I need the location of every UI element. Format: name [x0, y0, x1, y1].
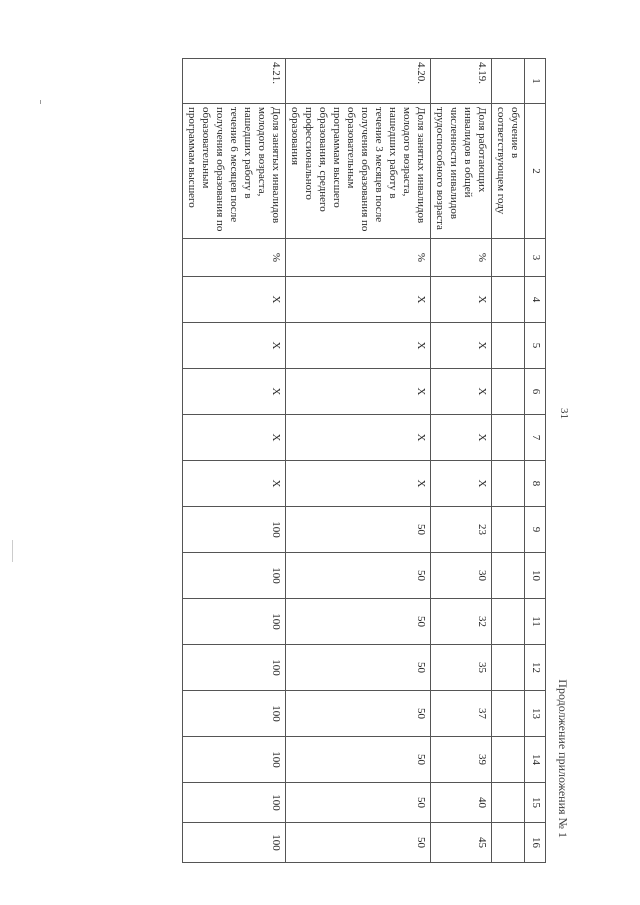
row-number: 4.20. [286, 59, 431, 104]
value-cell: 100 [183, 823, 286, 863]
value-cell [492, 277, 525, 323]
value-cell: 100 [183, 507, 286, 553]
value-cell [492, 461, 525, 507]
page-number: 31 [558, 408, 570, 419]
value-cell: X [286, 369, 431, 415]
unit-cell: % [431, 239, 492, 277]
indicator-name: Доля занятых инвалидов молодого возраста, нашедших работу в течение 3 месяцев после получения образования по образовательным программам высшего образования, среднего профессионального образования [286, 104, 431, 239]
column-header-13: 13 [525, 691, 546, 737]
column-header-5: 5 [525, 323, 546, 369]
value-cell: X [183, 415, 286, 461]
table-body [183, 59, 525, 863]
value-cell [492, 323, 525, 369]
value-cell: 50 [286, 783, 431, 823]
rotated-page [86, 18, 606, 878]
value-cell: 100 [183, 691, 286, 737]
indicator-table [182, 58, 546, 863]
value-cell: X [431, 461, 492, 507]
value-cell: 100 [183, 599, 286, 645]
value-cell: X [431, 415, 492, 461]
column-header-16: 16 [525, 823, 546, 863]
unit-cell: % [183, 239, 286, 277]
column-header-3: 3 [525, 239, 546, 277]
row-number: 4.19. [431, 59, 492, 104]
value-cell [492, 737, 525, 783]
continuation-caption: Продолжение приложения № 1 [556, 679, 570, 838]
value-cell [492, 415, 525, 461]
value-cell [492, 645, 525, 691]
header-row [525, 59, 546, 863]
value-cell [492, 783, 525, 823]
value-cell: X [286, 323, 431, 369]
value-cell: 40 [431, 783, 492, 823]
value-cell: X [183, 369, 286, 415]
indicator-name: обучение в соответствующем году [492, 104, 525, 239]
column-header-14: 14 [525, 737, 546, 783]
value-cell: X [431, 369, 492, 415]
value-cell: 100 [183, 645, 286, 691]
value-cell [492, 553, 525, 599]
value-cell [492, 599, 525, 645]
value-cell: X [286, 277, 431, 323]
column-header-2: 2 [525, 104, 546, 239]
table-row [183, 59, 286, 863]
value-cell: 50 [286, 823, 431, 863]
value-cell: 50 [286, 553, 431, 599]
column-header-11: 11 [525, 599, 546, 645]
column-header-7: 7 [525, 415, 546, 461]
row-number [492, 59, 525, 104]
column-header-8: 8 [525, 461, 546, 507]
value-cell: X [431, 323, 492, 369]
value-cell: 39 [431, 737, 492, 783]
value-cell: 50 [286, 645, 431, 691]
value-cell: X [431, 277, 492, 323]
value-cell: 45 [431, 823, 492, 863]
unit-cell [492, 239, 525, 277]
value-cell [492, 691, 525, 737]
value-cell: 30 [431, 553, 492, 599]
value-cell: X [183, 277, 286, 323]
value-cell: 32 [431, 599, 492, 645]
column-header-1: 1 [525, 59, 546, 104]
value-cell: X [286, 415, 431, 461]
unit-cell: % [286, 239, 431, 277]
value-cell: 35 [431, 645, 492, 691]
table-row [492, 59, 525, 863]
indicator-name: Доля работающих инвалидов в общей численности инвалидов трудоспособного возраста [431, 104, 492, 239]
value-cell: 100 [183, 737, 286, 783]
table-row [286, 59, 431, 863]
value-cell [492, 823, 525, 863]
value-cell: 23 [431, 507, 492, 553]
column-header-9: 9 [525, 507, 546, 553]
value-cell [492, 369, 525, 415]
value-cell: X [183, 323, 286, 369]
value-cell: X [286, 461, 431, 507]
row-number: 4.21. [183, 59, 286, 104]
value-cell: 50 [286, 737, 431, 783]
indicator-name: Доля занятых инвалидов молодого возраста, нашедших работу в течение 6 месяцев после получения образования по образовательным программам высшего [183, 104, 286, 239]
scan-speck [12, 540, 13, 562]
column-header-12: 12 [525, 645, 546, 691]
value-cell [492, 507, 525, 553]
value-cell: 50 [286, 507, 431, 553]
value-cell: 100 [183, 553, 286, 599]
column-header-15: 15 [525, 783, 546, 823]
value-cell: 37 [431, 691, 492, 737]
value-cell: X [183, 461, 286, 507]
column-header-10: 10 [525, 553, 546, 599]
table-row [431, 59, 492, 863]
column-header-4: 4 [525, 277, 546, 323]
value-cell: 100 [183, 783, 286, 823]
value-cell: 50 [286, 691, 431, 737]
value-cell: 50 [286, 599, 431, 645]
scan-speck [40, 100, 41, 104]
column-header-6: 6 [525, 369, 546, 415]
